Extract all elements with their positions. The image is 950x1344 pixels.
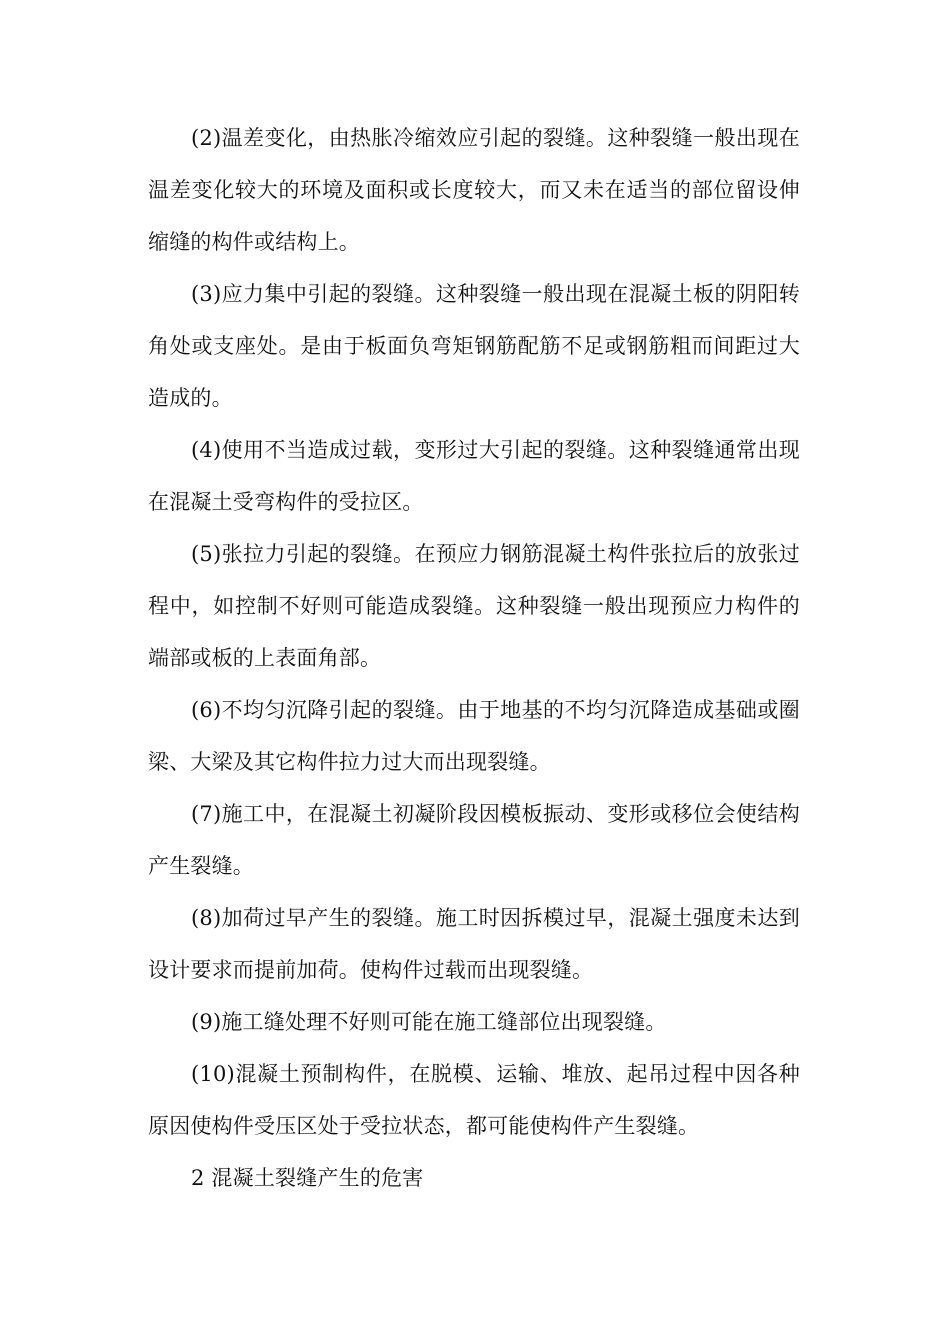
paragraph-item-4: (4)使用不当造成过载，变形过大引起的裂缝。这种裂缝通常出现在混凝土受弯构件的受拉区。 bbox=[148, 438, 800, 514]
paragraph-item-8: (8)加荷过早产生的裂缝。施工时因拆模过早，混凝土强度未达到设计要求而提前加荷。使构件过载而出现裂缝。 bbox=[148, 906, 800, 982]
section-heading: 2 混凝土裂缝产生的危害 bbox=[191, 1166, 424, 1190]
document-body bbox=[148, 112, 800, 1204]
paragraph-item-9: (9)施工缝处理不好则可能在施工缝部位出现裂缝。 bbox=[191, 1010, 667, 1034]
paragraph-item-2: (2)温差变化，由热胀冷缩效应引起的裂缝。这种裂缝一般出现在温差变化较大的环境及面积或长度较大，而又未在适当的部位留设伸缩缝的构件或结构上。 bbox=[148, 126, 800, 254]
paragraph-item-3: (3)应力集中引起的裂缝。这种裂缝一般出现在混凝土板的阴阳转角处或支座处。是由于板面负弯矩钢筋配筋不足或钢筋粗而间距过大造成的。 bbox=[148, 282, 800, 410]
paragraph-item-6: (6)不均匀沉降引起的裂缝。由于地基的不均匀沉降造成基础或圈梁、大梁及其它构件拉力过大而出现裂缝。 bbox=[148, 698, 800, 774]
paragraph-item-7: (7)施工中，在混凝土初凝阶段因模板振动、变形或移位会使结构产生裂缝。 bbox=[148, 802, 800, 878]
paragraph-item-5: (5)张拉力引起的裂缝。在预应力钢筋混凝土构件张拉后的放张过程中，如控制不好则可能造成裂缝。这种裂缝一般出现预应力构件的端部或板的上表面角部。 bbox=[148, 542, 800, 670]
paragraph-item-10: (10)混凝土预制构件，在脱模、运输、堆放、起吊过程中因各种原因使构件受压区处于受拉状态，都可能使构件产生裂缝。 bbox=[148, 1062, 800, 1138]
